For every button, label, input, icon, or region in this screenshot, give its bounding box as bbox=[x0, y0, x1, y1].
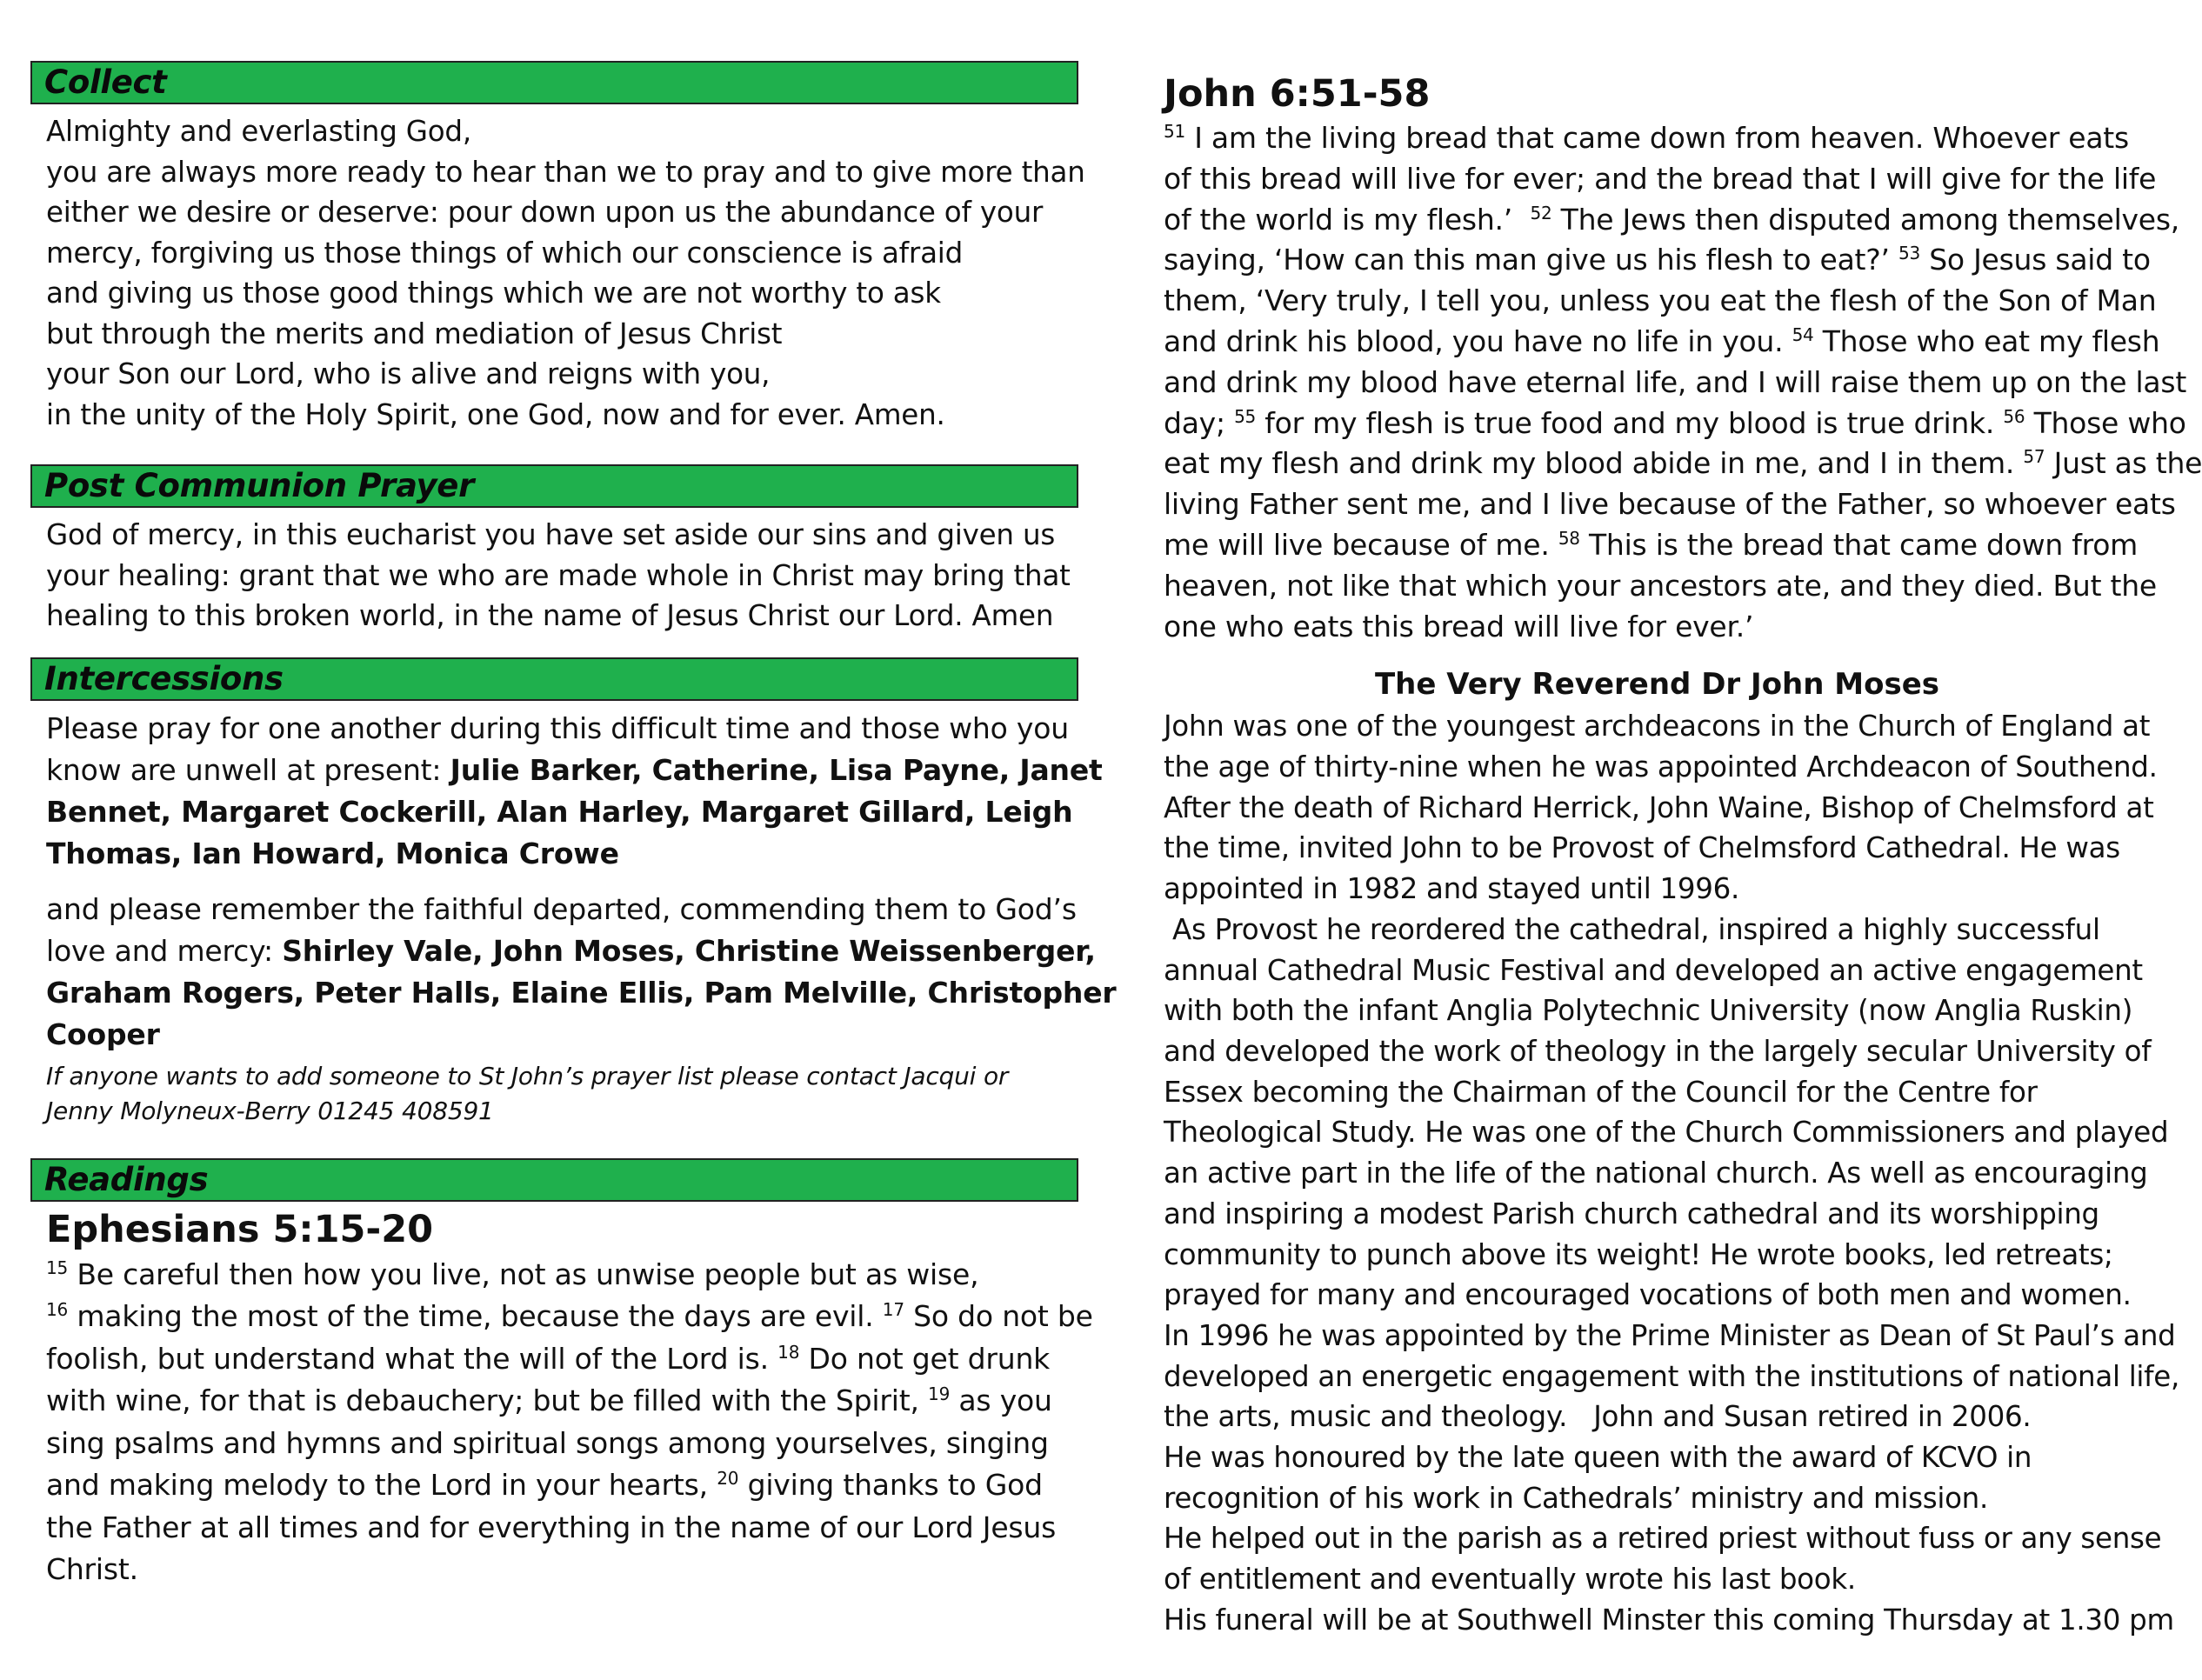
john-line bbox=[1164, 566, 2157, 607]
post-communion-text bbox=[30, 515, 1078, 637]
john-line bbox=[1164, 363, 2187, 403]
verse-text: and drink my blood have eternal life, and I will raise them up on the last bbox=[1164, 364, 2187, 399]
obituary-line: recognition of his work in Cathedrals’ ministry and mission. bbox=[1164, 1481, 1988, 1515]
unwell-names-line: Thomas, Ian Howard, Monica Crowe bbox=[46, 836, 619, 870]
verse-text: as you bbox=[950, 1383, 1052, 1417]
collect-line: you are always more ready to hear than we to pray and to give more than bbox=[46, 155, 1085, 189]
collect-line: Almighty and everlasting God, bbox=[46, 115, 471, 148]
verse-text: Just as the bbox=[2045, 446, 2202, 481]
obituary-line: and inspiring a modest Parish church cathedral and its worshipping bbox=[1164, 1197, 2099, 1230]
ephesians-line bbox=[46, 1464, 1078, 1507]
note-line: Jenny Molyneux-Berry 01245 408591 bbox=[46, 1096, 494, 1125]
post-communion-line: God of mercy, in this eucharist you have set aside our sins and given us bbox=[46, 518, 1056, 551]
verse-text: with wine, for that is debauchery; but be filled with the Spirit, bbox=[46, 1383, 929, 1417]
post-communion-heading: Post Communion Prayer bbox=[30, 464, 1078, 508]
verse-text: Christ. bbox=[46, 1552, 138, 1586]
verse-text: foolish, but understand what the will of the Lord is. bbox=[46, 1341, 778, 1376]
note-line: If anyone wants to add someone to St John’s prayer list please contact Jacqui or bbox=[46, 1061, 1009, 1090]
ephesians-line bbox=[46, 1380, 1078, 1423]
john-heading: John 6:51-58 bbox=[1164, 72, 1431, 116]
verse-text: sing psalms and hymns and spiritual songs among yourselves, singing bbox=[46, 1425, 1049, 1460]
collect-line: and giving us those good things which we are not worthy to ask bbox=[46, 277, 941, 310]
verse-text: eat my flesh and drink my blood abide in me, and I in them. bbox=[1164, 446, 2024, 481]
departed-intro: love and mercy: bbox=[46, 933, 283, 968]
john-line bbox=[1164, 607, 2151, 648]
verse-text: of the world is my flesh.’ bbox=[1164, 202, 1531, 237]
obituary-line: After the death of Richard Herrick, John Waine, Bishop of Chelmsford at bbox=[1164, 790, 2154, 824]
verse-text: saying, ‘How can this man give us his flesh to eat?’ bbox=[1164, 243, 1898, 277]
obituary-line: His funeral will be at Southwell Minster this coming Thursday at 1.30 pm bbox=[1164, 1603, 2174, 1637]
ephesians-heading: Ephesians 5:15-20 bbox=[46, 1207, 434, 1251]
intercessions-departed bbox=[30, 889, 1117, 1056]
verse-text: the Father at all times and for everything in the name of our Lord Jesus bbox=[46, 1510, 1057, 1544]
obituary-line: and developed the work of theology in the largely secular University of bbox=[1164, 1034, 2152, 1068]
verse-text: one who eats this bread will live for ever.’ bbox=[1164, 609, 1754, 643]
obituary-line: an active part in the life of the national church. As well as encouraging bbox=[1164, 1157, 2148, 1190]
readings-heading: Readings bbox=[30, 1158, 1078, 1202]
obituary-line: of entitlement and eventually wrote his last book. bbox=[1164, 1563, 1856, 1597]
obituary-line: community to punch above its weight! He wrote books, led retreats; bbox=[1164, 1237, 2113, 1271]
verse-text: making the most of the time, because the days are evil. bbox=[68, 1299, 883, 1333]
ephesians-text bbox=[30, 1254, 1093, 1591]
obituary-line: developed an energetic engagement with the institutions of national life, bbox=[1164, 1359, 2180, 1393]
departed-line bbox=[30, 930, 1096, 972]
verse-number: 52 bbox=[1530, 202, 1552, 223]
ephesians-line bbox=[46, 1254, 1078, 1297]
obituary-line: He helped out in the parish as a retired priest without fuss or any sense bbox=[1164, 1522, 2162, 1556]
collect-heading: Collect bbox=[30, 61, 1078, 104]
verse-number: 16 bbox=[46, 1299, 69, 1320]
obituary-line: annual Cathedral Music Festival and developed an active engagement bbox=[1164, 953, 2143, 987]
verse-text: living Father sent me, and I live because of the Father, so whoever eats bbox=[1164, 487, 2176, 522]
john-line bbox=[1164, 159, 2157, 200]
verse-text: of this bread will live for ever; and the bread that I will give for the life bbox=[1164, 161, 2157, 196]
verse-number: 19 bbox=[928, 1383, 951, 1404]
verse-text: day; bbox=[1164, 405, 1235, 440]
verse-number: 57 bbox=[2023, 446, 2045, 468]
verse-number: 53 bbox=[1898, 243, 1920, 264]
verse-text: So Jesus said to bbox=[1919, 243, 2151, 277]
verse-text: and drink his blood, you have no life in you. bbox=[1164, 323, 1792, 358]
verse-text: giving thanks to God bbox=[738, 1468, 1043, 1502]
verse-number: 54 bbox=[1792, 323, 1814, 345]
john-line bbox=[1164, 281, 2157, 322]
verse-number: 17 bbox=[882, 1299, 904, 1320]
verse-text: and making melody to the Lord in your hearts, bbox=[46, 1468, 717, 1502]
intercessions-heading: Intercessions bbox=[30, 657, 1078, 701]
john-line bbox=[1164, 525, 2151, 566]
verse-number: 15 bbox=[46, 1257, 69, 1278]
obituary-line: As Provost he reordered the cathedral, inspired a highly successful bbox=[1164, 912, 2100, 946]
ephesians-line bbox=[46, 1423, 1078, 1465]
obituary-line: the arts, music and theology. John and Susan retired in 2006. bbox=[1164, 1400, 2032, 1434]
ephesians-line bbox=[46, 1338, 1078, 1381]
verse-text: Those who eat my flesh bbox=[1813, 323, 2160, 358]
verse-text: Be careful then how you live, not as unwise people but as wise, bbox=[68, 1257, 979, 1291]
verse-number: 58 bbox=[1558, 527, 1580, 549]
verse-text: them, ‘Very truly, I tell you, unless you eat the flesh of the Son of Man bbox=[1164, 283, 2157, 318]
obituary-title: The Very Reverend Dr John Moses bbox=[1374, 667, 1940, 703]
collect-line: either we desire or deserve: pour down upon us the abundance of your bbox=[46, 196, 1044, 229]
obituary-line: Essex becoming the Chairman of the Council for the Centre for bbox=[1164, 1075, 2038, 1109]
collect-line: in the unity of the Holy Spirit, one God, now and for ever. Amen. bbox=[46, 397, 945, 431]
collect-text bbox=[30, 111, 1085, 435]
departed-line: and please remember the faithful departed, commending them to God’s bbox=[46, 891, 1077, 926]
verse-number: 55 bbox=[1234, 405, 1257, 427]
post-communion-line: healing to this broken world, in the name of Jesus Christ our Lord. Amen bbox=[46, 599, 1054, 632]
obituary-line: appointed in 1982 and stayed until 1996. bbox=[1164, 872, 1740, 906]
verse-text: for my flesh is true food and my blood is true drink. bbox=[1256, 405, 2004, 440]
verse-number: 18 bbox=[777, 1341, 800, 1363]
verse-text: me will live because of me. bbox=[1164, 527, 1558, 562]
obituary-line: Theological Study. He was one of the Church Commissioners and played bbox=[1164, 1116, 2169, 1150]
verse-text: Do not get drunk bbox=[799, 1341, 1051, 1376]
unwell-names-line: Bennet, Margaret Cockerill, Alan Harley, Margaret Gillard, Leigh bbox=[46, 794, 1073, 829]
john-line bbox=[1164, 403, 2186, 444]
obituary-line: In 1996 he was appointed by the Prime Minister as Dean of St Paul’s and bbox=[1164, 1318, 2176, 1352]
obituary-line: prayed for many and encouraged vocations of both men and women. bbox=[1164, 1278, 2132, 1312]
obituary-line: John was one of the youngest archdeacons in the Church of England at bbox=[1164, 710, 2151, 743]
verse-text: So do not be bbox=[904, 1299, 1093, 1333]
verse-text: I am the living bread that came down from heaven. Whoever eats bbox=[1184, 121, 2129, 155]
departed-names-line: Graham Rogers, Peter Halls, Elaine Ellis, Pam Melville, Christopher bbox=[46, 975, 1117, 1010]
post-communion-line: your healing: grant that we who are made whole in Christ may bring that bbox=[46, 558, 1071, 592]
verse-number: 20 bbox=[717, 1468, 739, 1489]
obituary-line: the time, invited John to be Provost of Chelmsford Cathedral. He was bbox=[1164, 831, 2120, 865]
john-text bbox=[1164, 118, 2202, 647]
john-line bbox=[1164, 322, 2160, 363]
intercessions-unwell bbox=[30, 708, 1103, 875]
john-line bbox=[1164, 118, 2151, 159]
left-column bbox=[30, 61, 1117, 1591]
john-line bbox=[1164, 240, 2151, 281]
collect-line: mercy, forgiving us those things of which our conscience is afraid bbox=[46, 236, 964, 270]
unwell-line: Please pray for one another during this difficult time and those who you bbox=[46, 710, 1069, 745]
verse-number: 56 bbox=[2003, 405, 2025, 427]
departed-names: Shirley Vale, John Moses, Christine Weissenberger, bbox=[282, 933, 1096, 968]
ephesians-line bbox=[46, 1549, 1078, 1591]
unwell-names: Julie Barker, Catherine, Lisa Payne, Janet bbox=[450, 752, 1103, 787]
ephesians-line bbox=[46, 1507, 1078, 1550]
obituary-line: He was honoured by the late queen with the award of KCVO in bbox=[1164, 1441, 2032, 1475]
obituary-text bbox=[1164, 706, 2180, 1640]
collect-line: but through the merits and mediation of Jesus Christ bbox=[46, 317, 783, 350]
unwell-line bbox=[30, 750, 1103, 791]
ephesians-line bbox=[46, 1296, 1093, 1338]
obituary-line: the age of thirty-nine when he was appointed Archdeacon of Southend. bbox=[1164, 750, 2158, 784]
verse-text: heaven, not like that which your ancestors ate, and they died. But the bbox=[1164, 568, 2157, 603]
prayer-list-note bbox=[30, 1059, 1078, 1129]
right-column bbox=[1164, 70, 2202, 1641]
unwell-intro: know are unwell at present: bbox=[46, 752, 450, 787]
verse-number: 51 bbox=[1164, 121, 1185, 142]
departed-names-line: Cooper bbox=[46, 1017, 160, 1051]
verse-text: The Jews then disputed among themselves, bbox=[1551, 202, 2180, 237]
verse-text: This is the bread that came down from bbox=[1579, 527, 2139, 562]
collect-line: your Son our Lord, who is alive and reigns with you, bbox=[46, 357, 771, 390]
john-line bbox=[1164, 484, 2176, 525]
john-line bbox=[1164, 443, 2202, 484]
obituary-line: with both the infant Anglia Polytechnic University (now Anglia Ruskin) bbox=[1164, 994, 2133, 1028]
john-line bbox=[1164, 200, 2180, 241]
verse-text: Those who bbox=[2025, 405, 2186, 440]
